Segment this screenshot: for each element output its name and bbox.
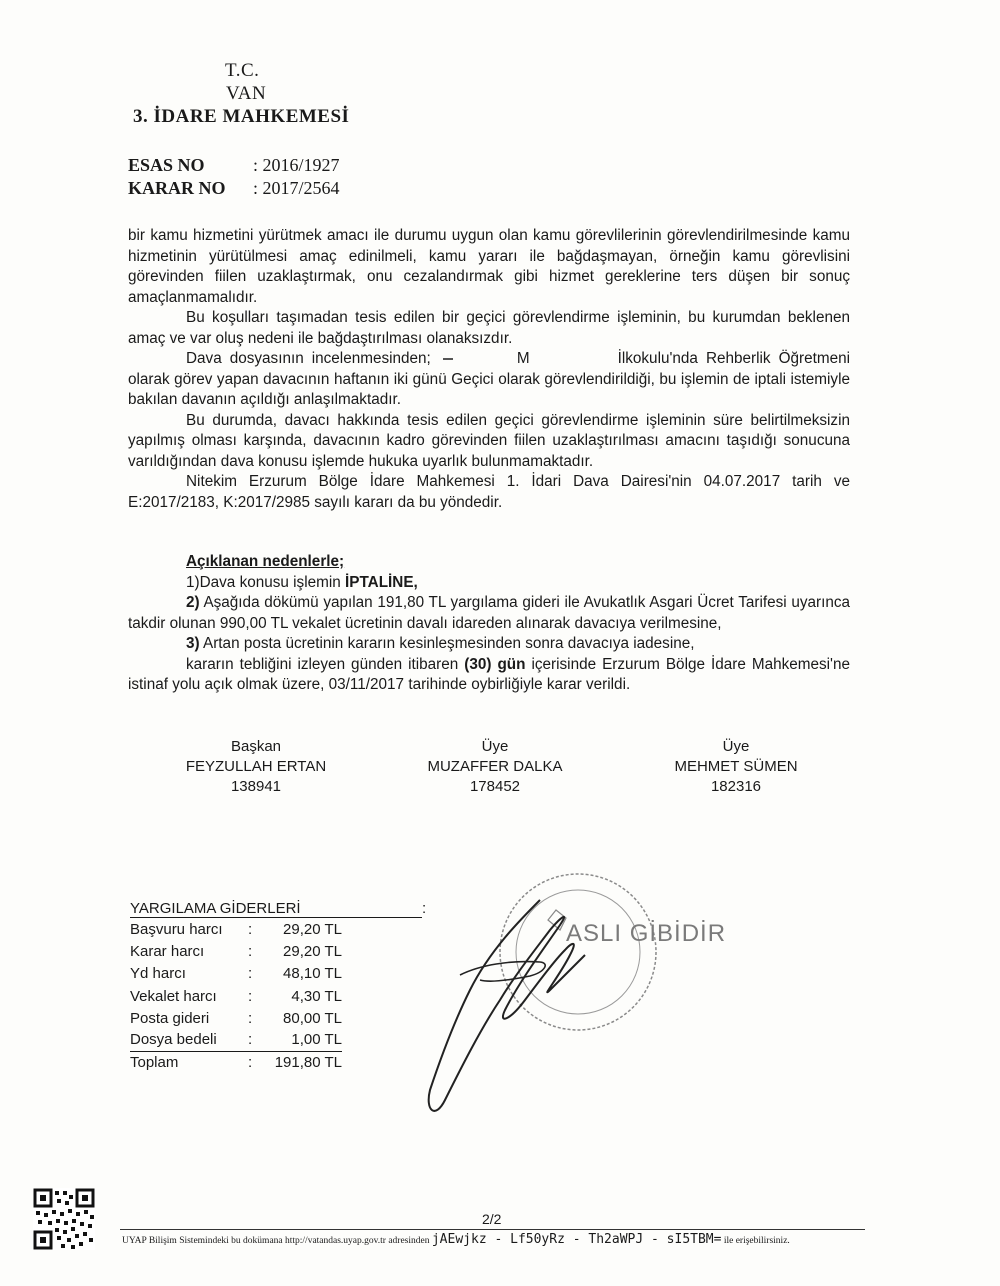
signatory-role: Başkan [230, 738, 282, 755]
footer-divider [120, 1229, 865, 1230]
signatory-name: MUZAFFER DALKA [427, 758, 563, 775]
karar-row [128, 178, 340, 199]
cost-separator: : [248, 1053, 253, 1071]
decision-item-2 [128, 593, 850, 634]
cost-name: Toplam [130, 1053, 179, 1071]
paragraph-3-rest: İlkokulu'nda Rehberlik Öğretmeni olarak görev yapan davacının haftanın iki günü Geçici olarak görevlendirildiği, bu işlemin de iptali istemiyle bakılan davanın açıldığı anlaşılmaktadır. [128, 350, 850, 408]
signatory-member-2 [626, 737, 846, 797]
cost-row [130, 941, 342, 963]
item-2-text: Aşağıda dökümü yapılan 191,80 TL yargılama gideri ile Avukatlık Asgari Ücret Tarifesi uyarınca takdir olunan 990,00 TL vekalet ücretinin davalı idareden alınarak davacıya verilmesine, [128, 594, 850, 632]
cost-row [130, 963, 342, 985]
costs-title: YARGILAMA GİDERLERİ [130, 900, 422, 918]
header-court: 3. İDARE MAHKEMESİ [133, 106, 350, 127]
karar-value: : 2017/2564 [253, 178, 340, 198]
karar-label: KARAR NO [128, 178, 226, 198]
costs-table [130, 919, 342, 1074]
header-tc: T.C. [225, 60, 260, 81]
signature-stroke [429, 900, 585, 1111]
cost-row [130, 986, 342, 1008]
body-text [128, 226, 850, 513]
signatory-member-1 [385, 737, 605, 797]
cost-amount: 48,10 TL [283, 965, 342, 983]
paragraph-3-redacted: M [516, 350, 530, 367]
cost-name: Başvuru harcı [130, 921, 223, 938]
paragraph-1: bir kamu hizmetini yürütmek amacı ile durumu uygun olan kamu görevlilerinin görevlendirilmesinde kamu hizmetinin yürütülmesi amaç edinilmeli, kamu yararı ile bağdaşmayan, örneğin kamu görevlisini görevinden fiilen uzaklaştırmak, onu cezalandırmak gibi hizmet gereklerine ters düşen bir sonuç amaçlanmamalıdır. [128, 227, 850, 306]
paragraph-3 [128, 349, 850, 411]
decision-item-1 [128, 573, 850, 594]
item-3-number: 3) [186, 635, 200, 652]
cost-row [130, 1052, 342, 1074]
cost-separator: : [248, 1030, 253, 1048]
cost-name: Yd harcı [130, 965, 186, 983]
cost-row [130, 1008, 342, 1030]
signatory-name: MEHMET SÜMEN [674, 758, 798, 775]
cost-amount: 1,00 TL [291, 1030, 342, 1048]
cost-name: Dosya bedeli [130, 1030, 217, 1048]
cost-separator: : [248, 987, 253, 1005]
paragraph-2: Bu koşulları taşımadan tesis edilen bir geçici görevlendirme işleminin, bu kurumdan beklenen amaç ve var oluş nedeni ile bağdaştırılması olanaksızdır. [128, 309, 850, 347]
item-2-number: 2) [186, 594, 200, 611]
signatory-name: FEYZULLAH ERTAN [185, 758, 327, 775]
esas-label: ESAS NO [128, 155, 205, 175]
esas-row [128, 155, 340, 176]
signatory-role: Üye [722, 738, 750, 755]
closing-part-a: kararın tebliğini izleyen günden itibaren [186, 655, 465, 673]
costs-title-row [130, 900, 426, 918]
signatory-id: 182316 [710, 778, 762, 795]
item-1-text: Dava konusu işlemin [199, 573, 345, 591]
cost-amount: 80,00 TL [283, 1009, 342, 1027]
handwritten-signature [400, 880, 640, 1140]
cost-separator: : [248, 943, 253, 961]
closing-deadline: (30) gün [464, 655, 526, 673]
esas-value: : 2016/1927 [253, 155, 340, 175]
costs-title-colon: : [422, 900, 427, 917]
paragraph-4: Bu durumda, davacı hakkında tesis edilen geçici görevlendirme işleminin süre belirtilmeksizin yapılmış olması karşında, davacının kadro görevinden fiilen uzaklaştırılması amacını taşıdığı sonucuna varıldığından dava konusu işlemde hukuka uyarlık bulunmamaktadır. [128, 411, 850, 470]
footer-line [122, 1232, 790, 1247]
signatory-role: Üye [481, 738, 509, 755]
page-number: 2/2 [482, 1211, 502, 1227]
header-city: VAN [226, 83, 267, 104]
item-1-verdict: İPTALİNE, [345, 573, 418, 591]
cost-amount: 29,20 TL [283, 921, 342, 938]
cost-row [130, 919, 342, 941]
footer-verification-code: jAEwjkz - Lf50yRz - Th2aWPJ - sI5TBM= [431, 1232, 722, 1247]
signatory-chair [146, 737, 366, 797]
cost-amount: 4,30 TL [291, 987, 342, 1005]
qr-code [33, 1188, 95, 1250]
signatory-id: 178452 [469, 778, 521, 795]
stamp-text: ASLI GİBİDİR [566, 920, 727, 947]
cost-separator: : [248, 921, 253, 938]
decision-section [128, 552, 850, 696]
paragraph-3-start: Dava dosyasının incelenmesinden; [186, 350, 431, 367]
cost-separator: : [248, 1009, 253, 1027]
item-3-text: Artan posta ücretinin kararın kesinleşmesinden sonra davacıya iadesine, [199, 635, 695, 652]
signatory-id: 138941 [230, 778, 282, 795]
footer-suffix: ile erişebilirsiniz. [723, 1236, 790, 1246]
cost-name: Posta gideri [130, 1009, 210, 1027]
decision-closing [128, 655, 850, 696]
decision-heading: Açıklanan nedenlerle; [186, 553, 345, 570]
cost-name: Vekalet harcı [130, 987, 217, 1005]
closing-part-b: içerisinde Erzurum Bölge İdare Mahkemesi'ne istinaf yolu açık olmak üzere, 03/11/2017 tarihinde oybirliğiyle karar verildi. [128, 655, 850, 693]
cost-row [130, 1030, 342, 1052]
cost-amount: 29,20 TL [283, 943, 342, 961]
cost-amount: 191,80 TL [274, 1053, 342, 1071]
item-1-number: 1) [186, 573, 200, 591]
footer-prefix: UYAP Bilişim Sistemindeki bu dokümana http://vatandas.uyap.gov.tr adresinden [122, 1236, 430, 1246]
cost-name: Karar harcı [130, 943, 205, 961]
paragraph-5: Nitekim Erzurum Bölge İdare Mahkemesi 1. İdari Dava Dairesi'nin 04.07.2017 tarih ve E:2017/2183, K:2017/2985 sayılı kararı da bu yöndedir. [128, 473, 850, 511]
decision-item-3 [128, 634, 850, 655]
cost-separator: : [248, 965, 253, 983]
redaction-mark [443, 358, 453, 360]
